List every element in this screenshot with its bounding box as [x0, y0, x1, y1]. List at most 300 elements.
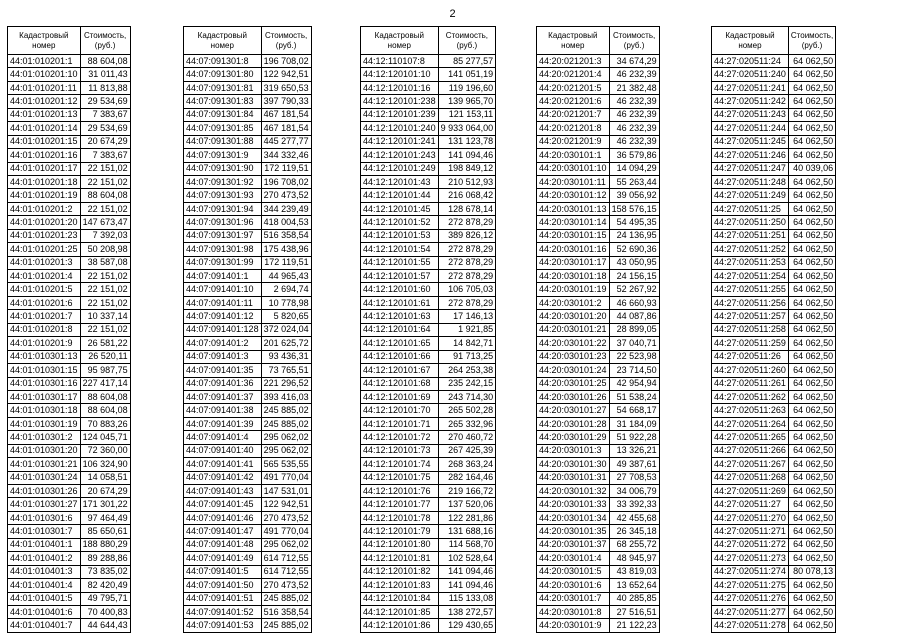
cadastral-number-cell: 44:20:030101:3: [537, 444, 610, 457]
cadastral-number-cell: 44:01:010401:2: [8, 552, 81, 565]
table-row: [184, 310, 312, 323]
header-cadastral-number: Кадастровый номер: [361, 27, 439, 55]
table-row: [712, 511, 836, 524]
table-row: [8, 471, 131, 484]
cadastral-number-cell: 44:07:091401:46: [184, 511, 262, 524]
cadastral-number-cell: 44:07:091401:40: [184, 444, 262, 457]
cadastral-number-cell: 44:20:030101:7: [537, 592, 610, 605]
cadastral-number-cell: 44:07:091401:47: [184, 525, 262, 538]
cadastral-number-cell: 44:01:010301:19: [8, 417, 81, 430]
table-row: [537, 592, 660, 605]
cadastral-number-cell: 44:07:091401:37: [184, 390, 262, 403]
cadastral-number-cell: 44:07:091301:96: [184, 216, 262, 229]
cost-cell: 64 062,50: [788, 323, 835, 336]
cost-cell: 138 272,57: [438, 605, 496, 618]
table-row: [712, 68, 836, 81]
cadastral-number-cell: 44:20:030101:19: [537, 283, 610, 296]
cadastral-number-cell: 44:12:120101:249: [361, 162, 439, 175]
cadastral-number-cell: 44:01:010201:9: [8, 337, 81, 350]
cost-cell: 28 899,05: [609, 323, 659, 336]
cadastral-number-cell: 44:07:091401:52: [184, 605, 262, 618]
table-row: [184, 95, 312, 108]
cost-cell: 14 058,51: [80, 471, 130, 484]
table-row: [537, 95, 660, 108]
cost-cell: 196 708,02: [261, 175, 311, 188]
cadastral-number-cell: 44:27:020511:269: [712, 485, 789, 498]
cost-cell: 64 062,50: [788, 417, 835, 430]
cadastral-number-cell: 44:12:120101:75: [361, 471, 439, 484]
table-row: [184, 404, 312, 417]
cost-cell: 22 523,98: [609, 350, 659, 363]
cadastral-number-cell: 44:07:091401:38: [184, 404, 262, 417]
cost-cell: 46 232,39: [609, 135, 659, 148]
cost-cell: 22 151,02: [80, 202, 130, 215]
table-row: [537, 283, 660, 296]
table-row: [712, 175, 836, 188]
cadastral-number-cell: 44:27:020511:241: [712, 81, 789, 94]
table-row: [537, 216, 660, 229]
table-row: [361, 364, 496, 377]
table-row: [537, 511, 660, 524]
table-row: [361, 122, 496, 135]
cadastral-number-cell: 44:01:010201:1: [8, 55, 81, 68]
cadastral-number-cell: 44:20:030101:14: [537, 216, 610, 229]
cadastral-number-cell: 44:12:120101:238: [361, 95, 439, 108]
table-row: [712, 323, 836, 336]
cost-cell: 64 062,50: [788, 471, 835, 484]
table-row: [361, 68, 496, 81]
cost-cell: 73 765,51: [261, 364, 311, 377]
cadastral-number-cell: 44:27:020511:246: [712, 149, 789, 162]
header-cadastral-number: Кадастровый номер: [184, 27, 262, 55]
cadastral-number-cell: 44:20:030101:35: [537, 525, 610, 538]
cadastral-number-cell: 44:27:020511:268: [712, 471, 789, 484]
cadastral-number-cell: 44:20:021201:8: [537, 122, 610, 135]
table-row: [184, 229, 312, 242]
cost-cell: 172 119,51: [261, 162, 311, 175]
cost-cell: 64 062,50: [788, 243, 835, 256]
cadastral-number-cell: 44:12:120101:86: [361, 619, 439, 632]
cadastral-number-cell: 44:01:010401:7: [8, 619, 81, 632]
table-row: [712, 552, 836, 565]
table-row: [361, 538, 496, 551]
cost-cell: 91 713,25: [438, 350, 496, 363]
table-row: [184, 149, 312, 162]
cadastral-number-cell: 44:27:020511:257: [712, 310, 789, 323]
cost-cell: 14 842,71: [438, 337, 496, 350]
cadastral-number-cell: 44:01:010201:17: [8, 162, 81, 175]
table-row: [184, 417, 312, 430]
cadastral-number-cell: 44:27:020511:248: [712, 175, 789, 188]
cadastral-number-cell: 44:01:010201:8: [8, 323, 81, 336]
cadastral-number-cell: 44:07:091401:12: [184, 310, 262, 323]
cost-cell: 64 062,50: [788, 337, 835, 350]
cost-cell: 95 987,75: [80, 364, 130, 377]
cost-cell: 64 062,50: [788, 538, 835, 551]
cost-cell: 64 062,50: [788, 350, 835, 363]
cadastral-number-cell: 44:07:091401:5: [184, 565, 262, 578]
table-row: [361, 511, 496, 524]
cadastral-number-cell: 44:12:120101:54: [361, 243, 439, 256]
cadastral-number-cell: 44:12:120101:60: [361, 283, 439, 296]
table-row: [8, 552, 131, 565]
table-row: [8, 337, 131, 350]
cost-cell: 201 625,72: [261, 337, 311, 350]
table-row: [184, 270, 312, 283]
cost-cell: 70 883,26: [80, 417, 130, 430]
table-row: [184, 592, 312, 605]
cadastral-number-cell: 44:01:010201:6: [8, 296, 81, 309]
cost-cell: 2 694,74: [261, 283, 311, 296]
header-cost: Стоимость, (руб.): [609, 27, 659, 55]
cost-cell: 64 062,50: [788, 270, 835, 283]
cost-cell: 22 151,02: [80, 323, 130, 336]
cadastral-number-cell: 44:27:020511:266: [712, 444, 789, 457]
table-row: [537, 256, 660, 269]
cost-cell: 26 581,22: [80, 337, 130, 350]
cost-cell: 147 531,01: [261, 485, 311, 498]
table-row: [8, 310, 131, 323]
cadastral-number-cell: 44:12:120101:52: [361, 216, 439, 229]
table-row: [8, 81, 131, 94]
cadastral-table-3: [360, 26, 496, 633]
cost-cell: 245 885,02: [261, 417, 311, 430]
cost-cell: 270 473,52: [261, 189, 311, 202]
cadastral-number-cell: 44:27:020511:27: [712, 498, 789, 511]
cost-cell: 46 232,39: [609, 68, 659, 81]
cost-cell: 128 678,14: [438, 202, 496, 215]
table-row: [712, 619, 836, 632]
table-row: [712, 390, 836, 403]
cadastral-number-cell: 44:20:030101:1: [537, 149, 610, 162]
cost-cell: 50 208,98: [80, 243, 130, 256]
cadastral-number-cell: 44:07:091301:98: [184, 243, 262, 256]
table-row: [8, 149, 131, 162]
table-row: [184, 81, 312, 94]
cost-cell: 282 164,46: [438, 471, 496, 484]
table-row: [8, 377, 131, 390]
cadastral-number-cell: 44:27:020511:273: [712, 552, 789, 565]
cost-cell: 175 438,96: [261, 243, 311, 256]
cost-cell: 22 151,02: [80, 296, 130, 309]
table-row: [184, 364, 312, 377]
table-row: [184, 216, 312, 229]
table-row: [361, 471, 496, 484]
cost-cell: 64 062,50: [788, 444, 835, 457]
cadastral-number-cell: 44:12:120101:69: [361, 390, 439, 403]
cadastral-number-cell: 44:20:030101:25: [537, 377, 610, 390]
cost-cell: 64 062,50: [788, 296, 835, 309]
table-row: [361, 175, 496, 188]
table-row: [184, 135, 312, 148]
table-row: [8, 458, 131, 471]
cadastral-number-cell: 44:27:020511:240: [712, 68, 789, 81]
cost-cell: 44 965,43: [261, 270, 311, 283]
cadastral-number-cell: 44:07:091401:10: [184, 283, 262, 296]
cost-cell: 13 326,21: [609, 444, 659, 457]
cost-cell: 26 345,18: [609, 525, 659, 538]
cadastral-number-cell: 44:07:091401:2: [184, 337, 262, 350]
cost-cell: 344 239,49: [261, 202, 311, 215]
table-row: [537, 175, 660, 188]
cost-cell: 115 133,08: [438, 592, 496, 605]
cost-cell: 31 011,43: [80, 68, 130, 81]
cadastral-number-cell: 44:07:091401:4: [184, 431, 262, 444]
table-row: [537, 377, 660, 390]
cost-cell: 516 358,54: [261, 229, 311, 242]
table-row: [361, 431, 496, 444]
cost-cell: 39 056,92: [609, 189, 659, 202]
cost-cell: 34 674,29: [609, 55, 659, 68]
table-row: [8, 108, 131, 121]
cost-cell: 13 652,64: [609, 579, 659, 592]
table-row: [537, 605, 660, 618]
cadastral-number-cell: 44:27:020511:259: [712, 337, 789, 350]
cost-cell: 52 690,36: [609, 243, 659, 256]
table-row: [712, 162, 836, 175]
header-cost: Стоимость, (руб.): [788, 27, 835, 55]
cadastral-number-cell: 44:12:120101:61: [361, 296, 439, 309]
table-row: [537, 458, 660, 471]
cost-cell: 265 502,28: [438, 404, 496, 417]
table-row: [712, 243, 836, 256]
cadastral-number-cell: 44:07:091301:94: [184, 202, 262, 215]
table-row: [8, 431, 131, 444]
cadastral-number-cell: 44:20:030101:13: [537, 202, 610, 215]
table-row: [537, 390, 660, 403]
cost-cell: 88 604,08: [80, 390, 130, 403]
cost-cell: 614 712,55: [261, 552, 311, 565]
table-row: [8, 135, 131, 148]
cost-cell: 491 770,04: [261, 525, 311, 538]
table-row: [8, 283, 131, 296]
cadastral-number-cell: 44:20:030101:9: [537, 619, 610, 632]
table-row: [361, 485, 496, 498]
table-row: [537, 538, 660, 551]
cadastral-number-cell: 44:01:010401:3: [8, 565, 81, 578]
cadastral-number-cell: 44:27:020511:256: [712, 296, 789, 309]
cost-cell: 272 878,29: [438, 296, 496, 309]
cadastral-number-cell: 44:01:010201:2: [8, 202, 81, 215]
header-cadastral-number: Кадастровый номер: [712, 27, 789, 55]
cadastral-number-cell: 44:01:010301:2: [8, 431, 81, 444]
cadastral-number-cell: 44:27:020511:26: [712, 350, 789, 363]
cadastral-number-cell: 44:07:091401:3: [184, 350, 262, 363]
cost-cell: 467 181,54: [261, 122, 311, 135]
table-row: [361, 552, 496, 565]
cadastral-number-cell: 44:12:120101:241: [361, 135, 439, 148]
cost-cell: 129 430,65: [438, 619, 496, 632]
cost-cell: 64 062,50: [788, 135, 835, 148]
table-row: [712, 337, 836, 350]
table-row: [8, 538, 131, 551]
table-row: [361, 296, 496, 309]
cost-cell: 51 922,28: [609, 431, 659, 444]
cadastral-number-cell: 44:07:091301:93: [184, 189, 262, 202]
cadastral-number-cell: 44:07:091301:9: [184, 149, 262, 162]
cost-cell: 122 942,51: [261, 68, 311, 81]
cadastral-number-cell: 44:07:091301:92: [184, 175, 262, 188]
cadastral-number-cell: 44:01:010201:19: [8, 189, 81, 202]
cost-cell: 344 332,46: [261, 149, 311, 162]
cadastral-number-cell: 44:12:120101:77: [361, 498, 439, 511]
table-row: [712, 283, 836, 296]
table-row: [361, 162, 496, 175]
table-row: [361, 458, 496, 471]
cadastral-number-cell: 44:07:091401:41: [184, 458, 262, 471]
cost-cell: 147 673,47: [80, 216, 130, 229]
cadastral-number-cell: 44:20:030101:21: [537, 323, 610, 336]
cadastral-number-cell: 44:12:120101:10: [361, 68, 439, 81]
cadastral-number-cell: 44:20:021201:3: [537, 55, 610, 68]
table-row: [361, 579, 496, 592]
table-row: [712, 417, 836, 430]
cost-cell: 46 232,39: [609, 95, 659, 108]
table-row: [537, 162, 660, 175]
table-row: [361, 149, 496, 162]
table-row: [712, 605, 836, 618]
cadastral-number-cell: 44:20:030101:17: [537, 256, 610, 269]
table-row: [184, 350, 312, 363]
cost-cell: 24 156,15: [609, 270, 659, 283]
cadastral-number-cell: 44:07:091301:80: [184, 68, 262, 81]
table-row: [361, 283, 496, 296]
cadastral-number-cell: 44:01:010201:15: [8, 135, 81, 148]
table-row: [537, 565, 660, 578]
cost-cell: 64 062,50: [788, 377, 835, 390]
table-row: [184, 243, 312, 256]
cadastral-number-cell: 44:07:091301:90: [184, 162, 262, 175]
table-row: [712, 189, 836, 202]
cadastral-number-cell: 44:07:091401:42: [184, 471, 262, 484]
cadastral-number-cell: 44:12:120101:68: [361, 377, 439, 390]
cadastral-number-cell: 44:27:020511:25: [712, 202, 789, 215]
cost-cell: 141 094,46: [438, 579, 496, 592]
cost-cell: 219 166,72: [438, 485, 496, 498]
cost-cell: 34 006,79: [609, 485, 659, 498]
table-row: [361, 202, 496, 215]
cost-cell: 131 688,16: [438, 525, 496, 538]
cost-cell: 64 062,50: [788, 485, 835, 498]
cost-cell: 29 534,69: [80, 122, 130, 135]
cost-cell: 216 068,42: [438, 189, 496, 202]
cadastral-number-cell: 44:07:091401:45: [184, 498, 262, 511]
cost-cell: 29 534,69: [80, 95, 130, 108]
cost-cell: 64 062,50: [788, 256, 835, 269]
cadastral-number-cell: 44:12:120101:74: [361, 458, 439, 471]
cadastral-number-cell: 44:01:010301:20: [8, 444, 81, 457]
cadastral-number-cell: 44:27:020511:262: [712, 390, 789, 403]
cost-cell: 272 878,29: [438, 270, 496, 283]
cost-cell: 393 416,03: [261, 390, 311, 403]
table-row: [712, 538, 836, 551]
cadastral-number-cell: 44:07:091401:128: [184, 323, 262, 336]
table-row: [712, 108, 836, 121]
cost-cell: 85 650,61: [80, 525, 130, 538]
cost-cell: 21 382,48: [609, 81, 659, 94]
table-row: [184, 256, 312, 269]
table-row: [361, 216, 496, 229]
table-row: [712, 404, 836, 417]
cadastral-number-cell: 44:07:091401:50: [184, 579, 262, 592]
table-row: [184, 485, 312, 498]
cadastral-number-cell: 44:27:020511:278: [712, 619, 789, 632]
table-row: [712, 498, 836, 511]
cost-cell: 64 062,50: [788, 579, 835, 592]
cost-cell: 89 288,86: [80, 552, 130, 565]
cost-cell: 64 062,50: [788, 122, 835, 135]
cadastral-number-cell: 44:20:021201:7: [537, 108, 610, 121]
page-number: 2: [449, 8, 456, 20]
cadastral-number-cell: 44:20:030101:6: [537, 579, 610, 592]
cadastral-number-cell: 44:12:120101:70: [361, 404, 439, 417]
table-row: [712, 270, 836, 283]
table-row: [361, 605, 496, 618]
table-row: [184, 605, 312, 618]
cost-cell: 265 332,96: [438, 417, 496, 430]
table-row: [712, 310, 836, 323]
cadastral-number-cell: 44:27:020511:272: [712, 538, 789, 551]
table-row: [712, 579, 836, 592]
cost-cell: 64 062,50: [788, 605, 835, 618]
cost-cell: 31 184,09: [609, 417, 659, 430]
cost-cell: 272 878,29: [438, 216, 496, 229]
cost-cell: 158 576,15: [609, 202, 659, 215]
cadastral-number-cell: 44:01:010201:16: [8, 149, 81, 162]
table-row: [184, 538, 312, 551]
cost-cell: 270 473,52: [261, 511, 311, 524]
table-row: [8, 270, 131, 283]
cost-cell: 10 778,98: [261, 296, 311, 309]
cadastral-number-cell: 44:12:120101:76: [361, 485, 439, 498]
cost-cell: 23 714,50: [609, 364, 659, 377]
cadastral-number-cell: 44:12:120101:53: [361, 229, 439, 242]
cadastral-number-cell: 44:01:010201:12: [8, 95, 81, 108]
table-row: [184, 444, 312, 457]
table-row: [537, 350, 660, 363]
cost-cell: 171 301,22: [80, 498, 130, 511]
cost-cell: 198 849,12: [438, 162, 496, 175]
cadastral-number-cell: 44:20:030101:37: [537, 538, 610, 551]
table-row: [361, 390, 496, 403]
cost-cell: 44 087,86: [609, 310, 659, 323]
cadastral-number-cell: 44:12:120101:81: [361, 552, 439, 565]
cost-cell: 48 945,97: [609, 552, 659, 565]
cost-cell: 64 062,50: [788, 95, 835, 108]
table-row: [537, 431, 660, 444]
cadastral-number-cell: 44:01:010201:14: [8, 122, 81, 135]
cadastral-number-cell: 44:01:010301:21: [8, 458, 81, 471]
table-row: [712, 95, 836, 108]
cadastral-number-cell: 44:20:030101:2: [537, 296, 610, 309]
table-row: [712, 350, 836, 363]
cadastral-number-cell: 44:01:010301:7: [8, 525, 81, 538]
table-row: [361, 337, 496, 350]
table-row: [712, 55, 836, 68]
table-row: [8, 68, 131, 81]
cost-cell: 37 040,71: [609, 337, 659, 350]
table-row: [8, 55, 131, 68]
cadastral-number-cell: 44:01:010201:10: [8, 68, 81, 81]
cadastral-number-cell: 44:12:120101:63: [361, 310, 439, 323]
cost-cell: 55 263,44: [609, 175, 659, 188]
table-row: [537, 55, 660, 68]
cadastral-number-cell: 44:07:091301:81: [184, 81, 262, 94]
cost-cell: 467 181,54: [261, 108, 311, 121]
cadastral-number-cell: 44:01:010201:5: [8, 283, 81, 296]
table-row: [712, 431, 836, 444]
table-row: [184, 458, 312, 471]
